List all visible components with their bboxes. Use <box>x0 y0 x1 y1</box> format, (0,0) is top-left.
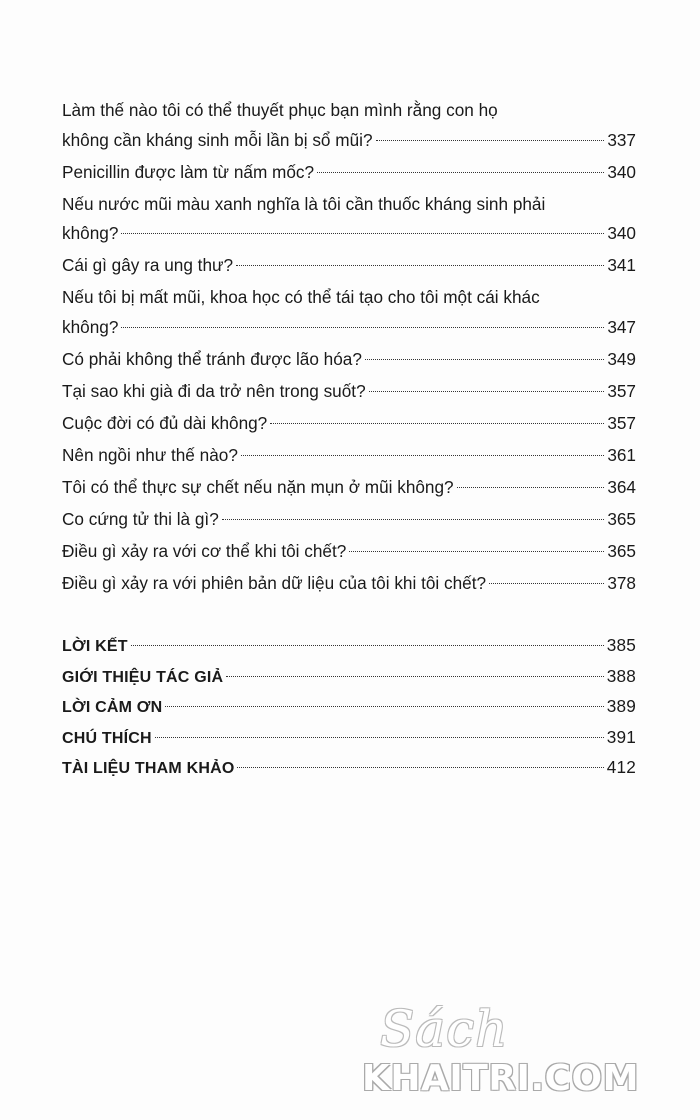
toc-entry-text: không? <box>62 223 119 243</box>
toc-page-number: 364 <box>607 476 636 497</box>
toc-page-number: 349 <box>607 348 636 369</box>
toc-section <box>62 753 636 784</box>
toc-section-title: CHÚ THÍCH <box>62 729 152 747</box>
dot-leader <box>457 487 605 488</box>
watermark-script-text: Sách <box>380 1000 509 1058</box>
watermark-brand-text: KHAITRI.COM <box>362 1058 639 1099</box>
dot-leader <box>236 265 604 266</box>
dot-leader <box>155 737 604 738</box>
toc-entry <box>62 441 636 471</box>
publisher-watermark <box>360 1000 690 1110</box>
toc-section-title: GIỚI THIỆU TÁC GIẢ <box>62 668 224 686</box>
toc-entry-text-line1: Nếu tôi bị mất mũi, khoa học có thể tái tạo cho tôi một cái khác <box>62 287 540 307</box>
dot-leader <box>226 676 603 677</box>
toc-entry <box>62 283 636 342</box>
toc-entry-text-line1: Làm thế nào tôi có thể thuyết phục bạn mình rằng con họ <box>62 100 498 120</box>
toc-entry <box>62 345 636 375</box>
toc-page-number: 365 <box>607 508 636 529</box>
section-spacer <box>62 598 636 631</box>
toc-entry <box>62 251 636 281</box>
toc-section <box>62 692 636 723</box>
toc-section-title: TÀI LIỆU THAM KHẢO <box>62 760 235 777</box>
dot-leader <box>237 767 603 768</box>
dot-leader <box>270 423 604 424</box>
toc-entry <box>62 473 636 503</box>
dot-leader <box>165 706 603 707</box>
table-of-contents <box>62 96 636 784</box>
toc-page-number: 385 <box>606 635 636 655</box>
toc-entry-text: Nên ngồi như thế nào? <box>62 444 238 465</box>
toc-page-number: 357 <box>607 380 636 401</box>
toc-section <box>62 662 636 693</box>
dot-leader <box>489 583 604 584</box>
toc-entry <box>62 158 636 188</box>
toc-page-number: 378 <box>607 572 636 593</box>
toc-entry <box>62 409 636 439</box>
toc-entry <box>62 569 636 599</box>
toc-page-number: 361 <box>607 444 636 465</box>
toc-page-number: 341 <box>607 255 636 275</box>
toc-section <box>62 723 636 754</box>
toc-entry-text: không? <box>62 316 119 337</box>
toc-page-number: 337 <box>607 129 636 150</box>
toc-page-number: 388 <box>606 665 636 686</box>
toc-entry <box>62 537 636 567</box>
toc-entry-text-line1: Nếu nước mũi màu xanh nghĩa là tôi cần thuốc kháng sinh phải <box>62 193 546 214</box>
dot-leader <box>365 359 604 360</box>
dot-leader <box>241 455 604 456</box>
toc-page-number: 357 <box>607 412 636 433</box>
toc-entry-text: Điều gì xảy ra với phiên bản dữ liệu của tôi khi tôi chết? <box>62 572 487 593</box>
toc-entry-text: Co cứng tử thi là gì? <box>62 508 219 529</box>
toc-entry-text: Penicillin được làm từ nấm mốc? <box>62 161 315 182</box>
toc-section <box>62 631 636 662</box>
toc-section-title: LỜI KẾT <box>62 638 128 655</box>
toc-entry-text: Tôi có thể thực sự chết nếu nặn mụn ở mũi không? <box>62 476 454 497</box>
toc-page-number: 365 <box>607 540 636 561</box>
dot-leader <box>317 172 604 173</box>
toc-page-number: 340 <box>607 223 636 243</box>
toc-page-number: 412 <box>606 757 636 777</box>
dot-leader <box>369 391 605 392</box>
toc-entry <box>62 377 636 407</box>
dot-leader <box>222 519 605 520</box>
toc-entry-text: Cái gì gây ra ung thư? <box>62 255 234 275</box>
toc-entry-text: Tại sao khi già đi da trở nên trong suốt? <box>62 380 366 401</box>
toc-page-number: 389 <box>606 696 636 716</box>
dot-leader <box>376 140 605 141</box>
toc-page-number: 391 <box>606 726 636 747</box>
toc-entry-text: Điều gì xảy ra với cơ thể khi tôi chết? <box>62 540 347 561</box>
toc-entry <box>62 190 636 249</box>
toc-section-title: LỜI CẢM ƠN <box>62 699 163 716</box>
toc-page-number: 347 <box>607 316 636 337</box>
toc-entry <box>62 505 636 535</box>
dot-leader <box>121 327 604 328</box>
toc-entry-text: Cuộc đời có đủ dài không? <box>62 412 268 433</box>
dot-leader <box>121 233 604 234</box>
toc-entry-text: Có phải không thể tránh được lão hóa? <box>62 348 362 369</box>
toc-entry-text: không cần kháng sinh mỗi lần bị sổ mũi? <box>62 129 373 150</box>
toc-entry <box>62 96 636 155</box>
dot-leader <box>131 645 604 646</box>
dot-leader <box>349 551 604 552</box>
toc-page-number: 340 <box>607 161 636 182</box>
